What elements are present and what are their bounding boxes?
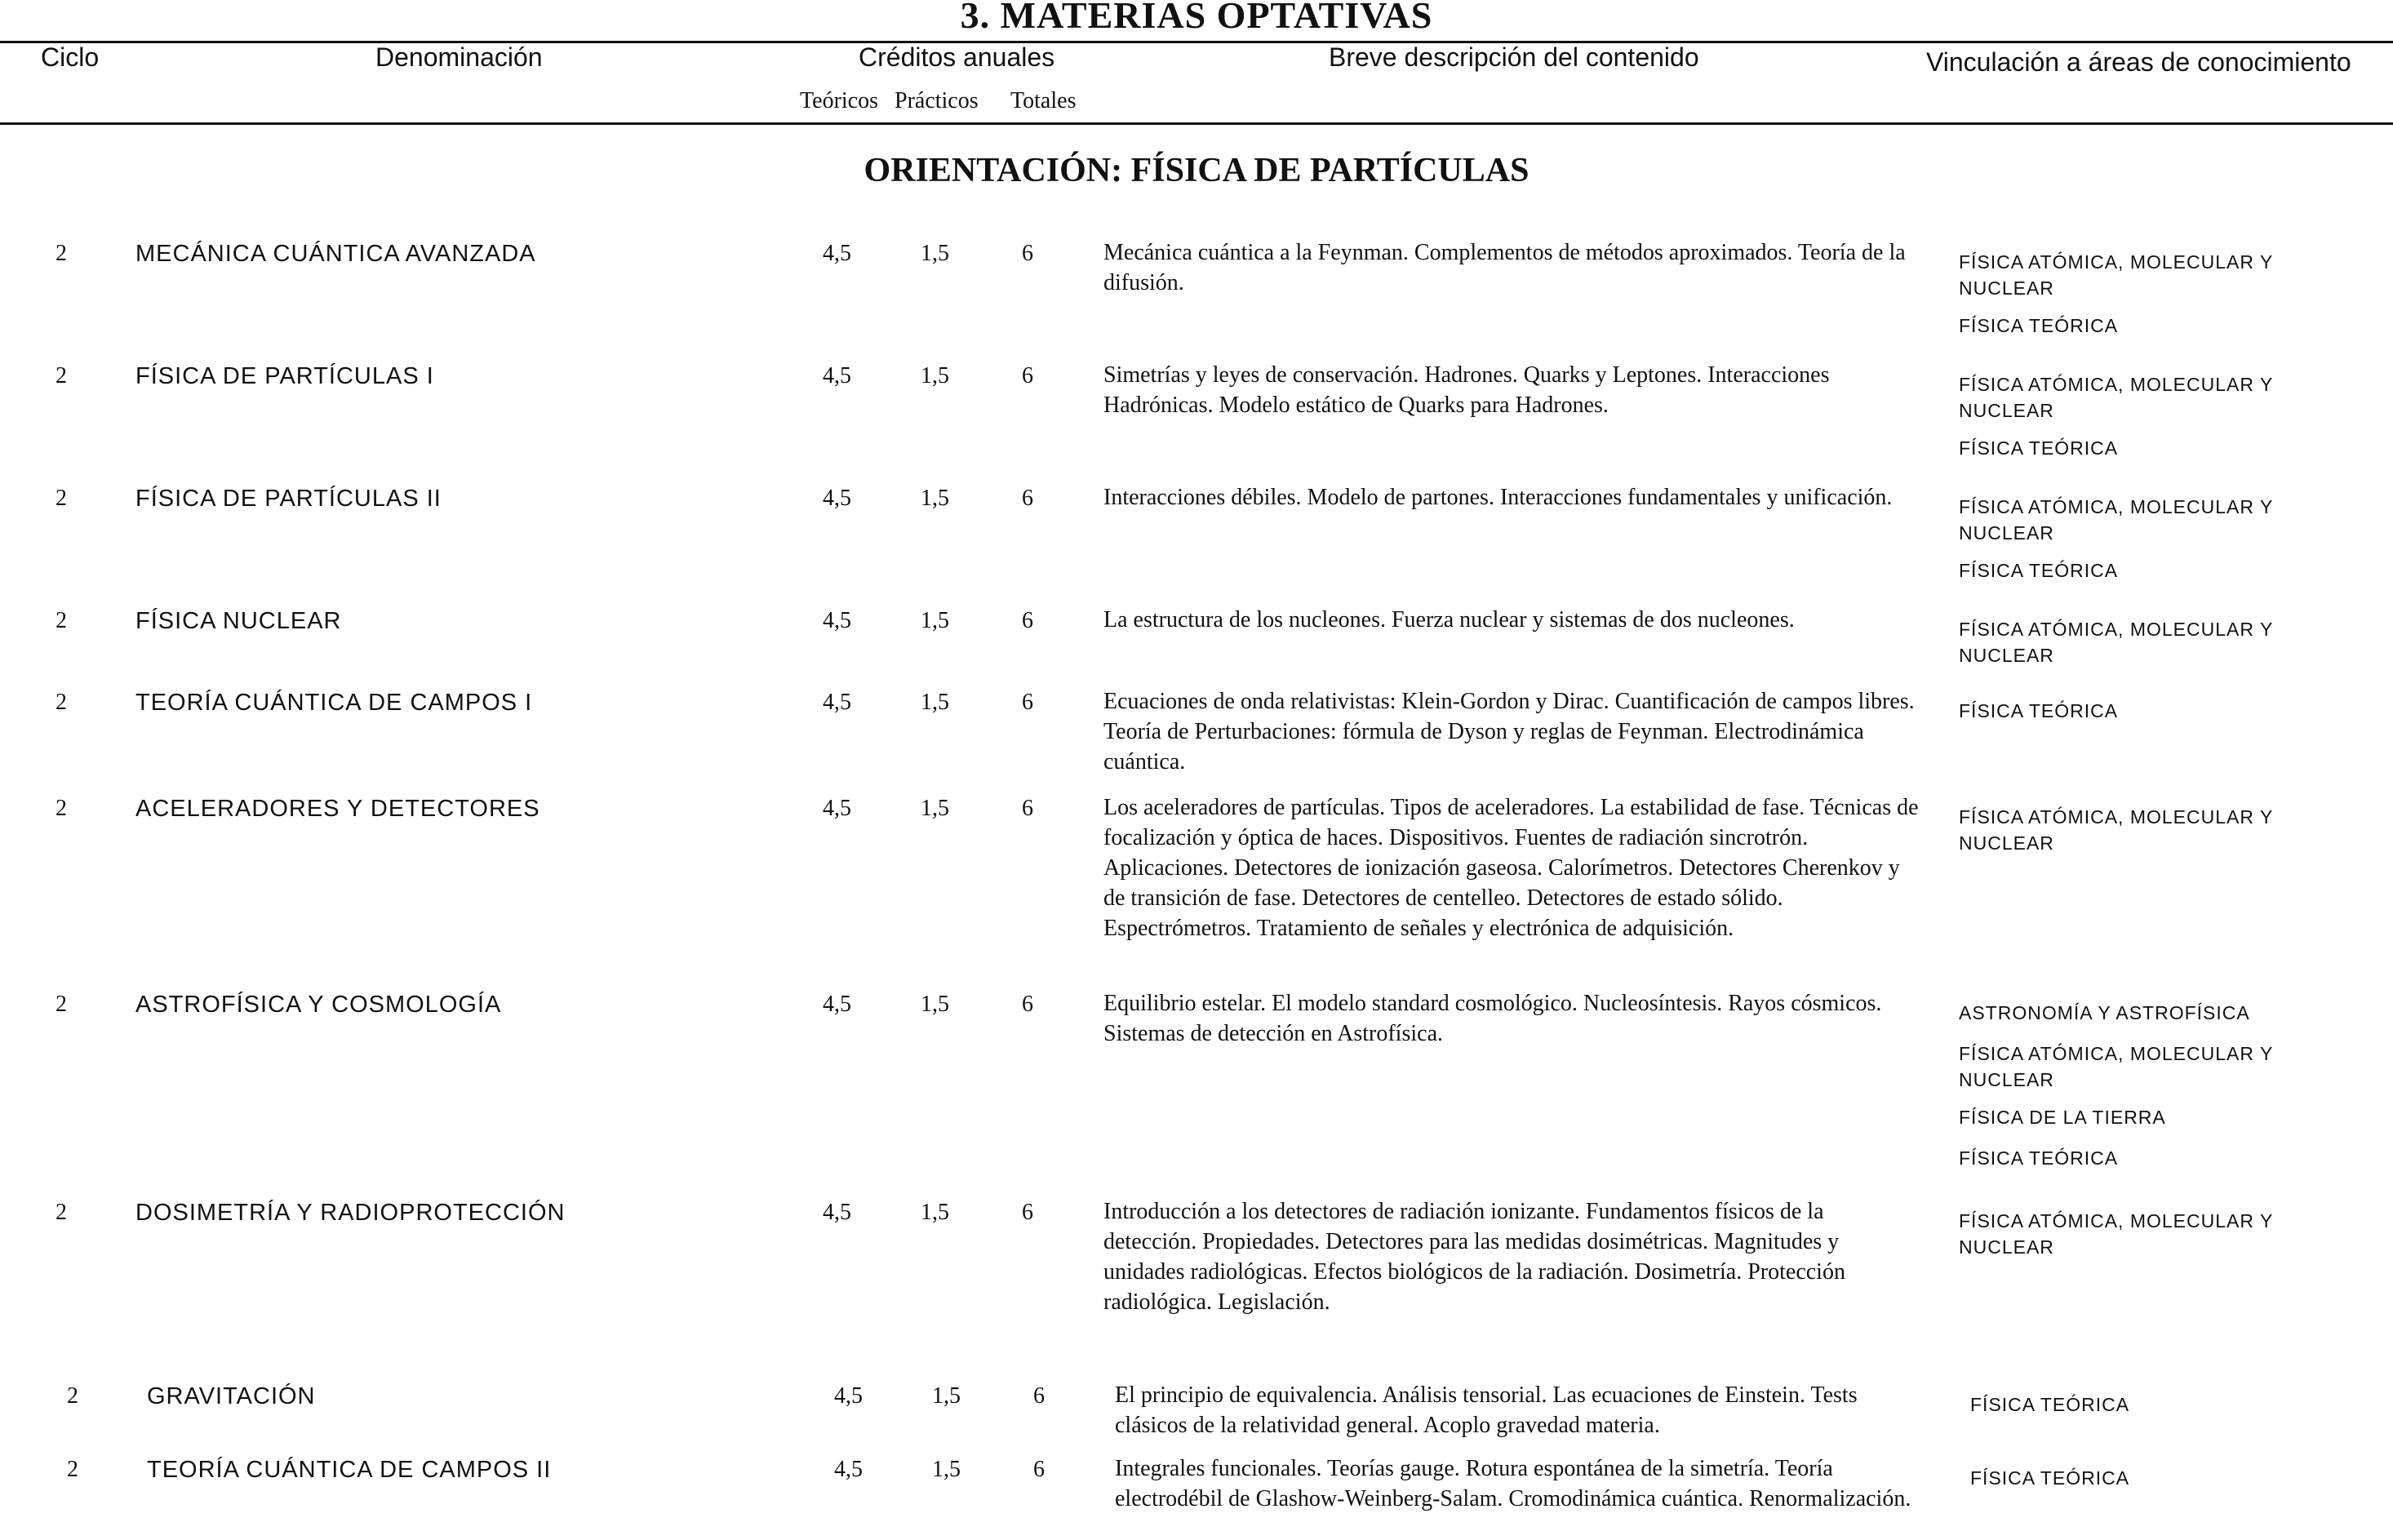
row-totales: 6 <box>1022 486 1033 511</box>
document-title: 3. MATERIAS OPTATIVAS <box>960 0 1433 36</box>
header-ciclo: Ciclo <box>41 42 100 72</box>
row-ciclo: 2 <box>55 992 67 1017</box>
row-area-item: FÍSICA TEÓRICA <box>1959 560 2119 581</box>
header-totales: Totales <box>1010 88 1077 113</box>
row-area-item: FÍSICA TEÓRICA <box>1970 1467 2130 1489</box>
row-area-item: FÍSICA DE LA TIERRA <box>1959 1107 2166 1128</box>
row-teoricos: 4,5 <box>834 1383 863 1409</box>
header-practicos: Prácticos <box>895 88 979 113</box>
row-teoricos: 4,5 <box>823 363 851 388</box>
row-denominacion: MECÁNICA CUÁNTICA AVANZADA <box>135 241 536 267</box>
row-area-item: FÍSICA ATÓMICA, MOLECULAR Y NUCLEAR <box>1959 496 2273 544</box>
row-ciclo: 2 <box>67 1383 78 1409</box>
row-practicos: 1,5 <box>921 608 949 633</box>
row-area-item: FÍSICA ATÓMICA, MOLECULAR Y NUCLEAR <box>1959 1210 2273 1258</box>
row-practicos: 1,5 <box>921 992 949 1017</box>
row-denominacion: FÍSICA DE PARTÍCULAS I <box>135 363 434 389</box>
row-practicos: 1,5 <box>932 1383 961 1409</box>
row-denominacion: DOSIMETRÍA Y RADIOPROTECCIÓN <box>135 1200 566 1226</box>
row-totales: 6 <box>1033 1383 1045 1409</box>
row-teoricos: 4,5 <box>823 690 851 715</box>
row-descripcion: El principio de equivalencia. Análisis tensorial. Las ecuaciones de Einstein. Tests clásicos de la relatividad general. Acoplo gravedad materia. <box>1115 1382 1858 1438</box>
row-practicos: 1,5 <box>921 796 949 821</box>
row-teoricos: 4,5 <box>823 241 851 266</box>
row-totales: 6 <box>1022 992 1033 1017</box>
row-practicos: 1,5 <box>921 363 949 388</box>
row-ciclo: 2 <box>55 363 67 388</box>
row-totales: 6 <box>1022 1200 1033 1225</box>
row-descripcion: Integrales funcionales. Teorías gauge. Rotura espontánea de la simetría. Teoría electrodébil de Glashow-Weinberg-Salam. Cromodinámica cuántica. Renormalización. <box>1115 1456 1911 1511</box>
header-bottom-rule <box>0 122 2393 125</box>
row-teoricos: 4,5 <box>823 1200 851 1225</box>
row-ciclo: 2 <box>55 796 67 821</box>
row-denominacion: TEORÍA CUÁNTICA DE CAMPOS II <box>147 1457 552 1483</box>
row-area-item: FÍSICA TEÓRICA <box>1959 1147 2119 1169</box>
row-ciclo: 2 <box>55 241 67 266</box>
header-teoricos: Teóricos <box>800 88 879 113</box>
row-area-item: FÍSICA ATÓMICA, MOLECULAR Y NUCLEAR <box>1959 374 2273 421</box>
row-teoricos: 4,5 <box>823 608 851 633</box>
row-teoricos: 4,5 <box>823 796 851 821</box>
section-heading: ORIENTACIÓN: FÍSICA DE PARTÍCULAS <box>864 152 1529 189</box>
row-practicos: 1,5 <box>932 1457 961 1482</box>
row-denominacion: ACELERADORES Y DETECTORES <box>135 796 540 822</box>
row-descripcion: La estructura de los nucleones. Fuerza nuclear y sistemas de dos nucleones. <box>1103 607 1795 632</box>
row-area-item: FÍSICA TEÓRICA <box>1959 437 2119 459</box>
row-teoricos: 4,5 <box>823 992 851 1017</box>
row-descripcion: Los aceleradores de partículas. Tipos de aceleradores. La estabilidad de fase. Técnicas de focalización y óptica de haces. Dispositivos. Fuentes de radiación sincrotrón. Aplicaciones. Detectores de ionización gaseosa. Calorímetros. Detectores Cherenkov y de transición de fase. Detectores de centelleo. Detectores de estado sólido. Espectrómetros. Tratamiento de señales y electrónica de adquisición. <box>1103 795 1919 941</box>
row-ciclo: 2 <box>55 690 67 715</box>
row-descripcion: Interacciones débiles. Modelo de partones. Interacciones fundamentales y unificación. <box>1103 485 1893 510</box>
row-ciclo: 2 <box>55 486 67 511</box>
row-descripcion: Introducción a los detectores de radiación ionizante. Fundamentos físicos de la detección. Propiedades. Detectores para las medidas dosimétricas. Magnitudes y unidades radiológicas. Efectos biológicos de la radiación. Dosimetría. Protección radiológica. Legislación. <box>1103 1199 1845 1315</box>
row-practicos: 1,5 <box>921 486 949 511</box>
row-area-item: ASTRONOMÍA Y ASTROFÍSICA <box>1959 1002 2250 1023</box>
row-totales: 6 <box>1022 690 1033 715</box>
row-descripcion: Simetrías y leyes de conservación. Hadrones. Quarks y Leptones. Interacciones Hadrónicas. Modelo estático de Quarks para Hadrones. <box>1103 362 1830 418</box>
row-denominacion: ASTROFÍSICA Y COSMOLOGÍA <box>135 992 502 1018</box>
header-creditos: Créditos anuales <box>859 42 1055 72</box>
row-area-item: FÍSICA ATÓMICA, MOLECULAR Y NUCLEAR <box>1959 619 2273 666</box>
header-vinculacion: Vinculación a áreas de conocimiento <box>1926 47 2351 77</box>
row-denominacion: TEORÍA CUÁNTICA DE CAMPOS I <box>135 690 533 716</box>
row-area-item: FÍSICA ATÓMICA, MOLECULAR Y NUCLEAR <box>1959 1043 2273 1090</box>
row-ciclo: 2 <box>55 1200 67 1225</box>
header-descripcion: Breve descripción del contenido <box>1329 42 1699 72</box>
row-ciclo: 2 <box>67 1457 78 1482</box>
row-area-item: FÍSICA ATÓMICA, MOLECULAR Y NUCLEAR <box>1959 251 2273 299</box>
row-descripcion: Ecuaciones de onda relativistas: Klein-Gordon y Dirac. Cuantificación de campos libres. Teoría de Perturbaciones: fórmula de Dyson y reglas de Feynman. Electrodinámica cuántica. <box>1103 689 1915 774</box>
row-teoricos: 4,5 <box>834 1457 863 1482</box>
row-area-item: FÍSICA TEÓRICA <box>1970 1394 2130 1415</box>
row-teoricos: 4,5 <box>823 486 851 511</box>
row-denominacion: FÍSICA NUCLEAR <box>135 608 342 634</box>
row-totales: 6 <box>1022 363 1033 388</box>
row-area-item: FÍSICA TEÓRICA <box>1959 700 2119 721</box>
row-descripcion: Equilibrio estelar. El modelo standard cosmológico. Nucleosíntesis. Rayos cósmicos. Sistemas de detección en Astrofísica. <box>1103 991 1882 1046</box>
header-denominacion: Denominación <box>375 42 543 72</box>
row-practicos: 1,5 <box>921 1200 949 1225</box>
row-totales: 6 <box>1033 1457 1045 1482</box>
row-practicos: 1,5 <box>921 241 949 266</box>
row-ciclo: 2 <box>55 608 67 633</box>
row-totales: 6 <box>1022 241 1033 266</box>
row-totales: 6 <box>1022 608 1033 633</box>
row-practicos: 1,5 <box>921 690 949 715</box>
row-area-item: FÍSICA ATÓMICA, MOLECULAR Y NUCLEAR <box>1959 806 2273 854</box>
row-denominacion: GRAVITACIÓN <box>147 1383 316 1409</box>
row-descripcion: Mecánica cuántica a la Feynman. Complementos de métodos aproximados. Teoría de la difusión. <box>1103 240 1906 295</box>
row-area-item: FÍSICA TEÓRICA <box>1959 315 2119 336</box>
row-totales: 6 <box>1022 796 1033 821</box>
header-top-rule <box>0 41 2393 43</box>
row-denominacion: FÍSICA DE PARTÍCULAS II <box>135 486 442 512</box>
